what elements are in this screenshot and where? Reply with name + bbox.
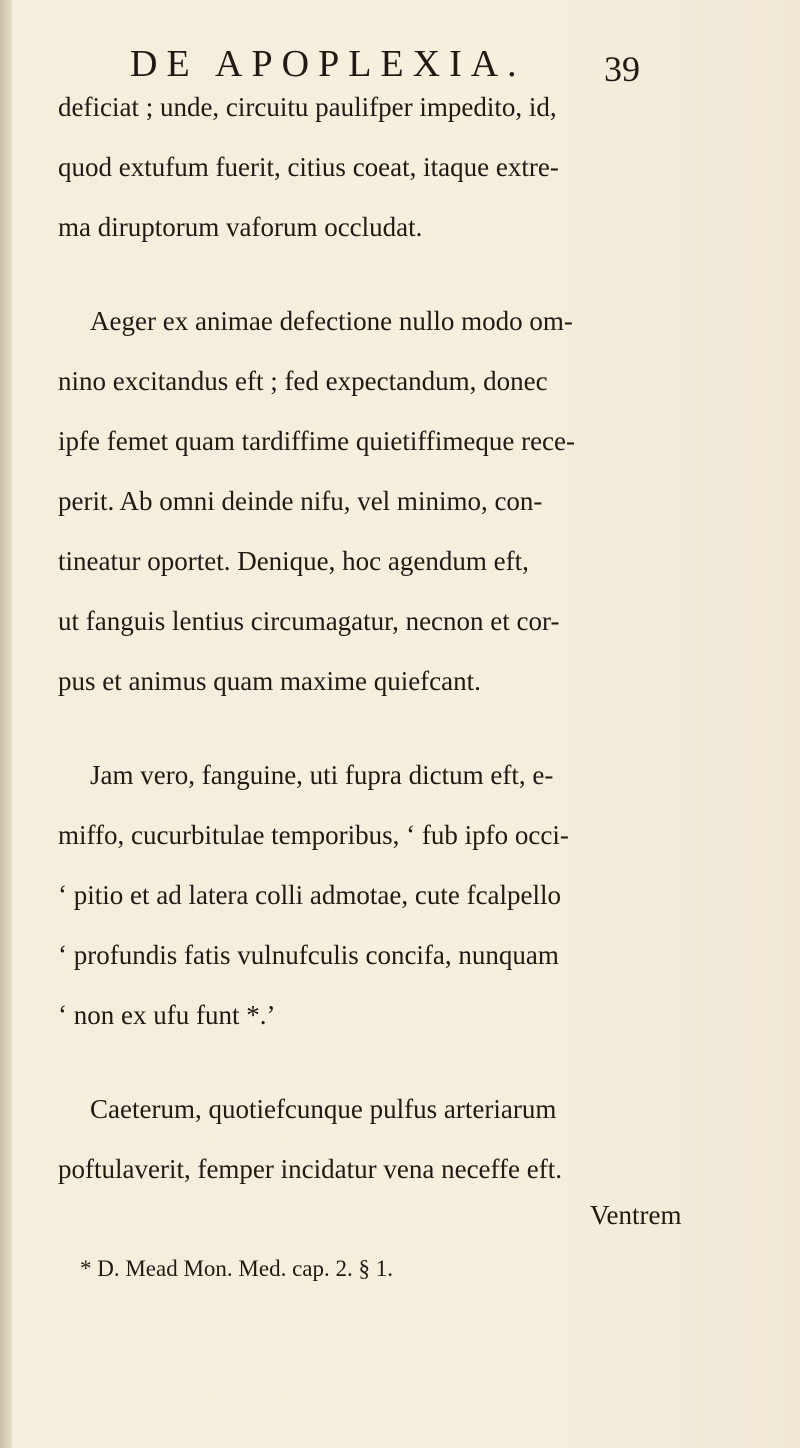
- text-line: ‘ pitio et ad latera colli admotae, cute fcalpello: [58, 880, 562, 910]
- text-line: quod extufum fuerit, citius coeat, itaque extre-: [58, 152, 559, 182]
- text-line: ma diruptorum vaforum occludat.: [58, 212, 423, 242]
- text-line: ‘ profundis fatis vulnufculis concifa, nunquam: [58, 940, 559, 970]
- text-line: ipfe femet quam tardiffime quietiffimeque rece-: [58, 426, 576, 456]
- text-line: ut fanguis lentius circumagatur, necnon et cor-: [58, 606, 560, 636]
- text-line: pus et animus quam maxime quiefcant.: [58, 666, 481, 696]
- text-line: Aeger ex animae defectione nullo modo om-: [90, 306, 573, 336]
- text-line: miffo, cucurbitulae temporibus, ‘ fub ipfo occi-: [58, 820, 569, 850]
- text-line: nino excitandus eft ; fed expectandum, donec: [58, 366, 548, 396]
- binding-gutter: [0, 0, 12, 1448]
- text-line: Caeterum, quotiefcunque pulfus arteriarum: [90, 1094, 557, 1124]
- text-line: poftulaverit, femper incidatur vena neceffe eft.: [58, 1154, 562, 1184]
- text-line: ‘ non ex ufu funt *.’: [58, 1000, 276, 1030]
- text-line: perit. Ab omni deinde nifu, vel minimo, con-: [58, 486, 543, 516]
- text-line: Jam vero, fanguine, uti fupra dictum eft, e-: [90, 760, 554, 790]
- page-number: 39: [604, 49, 640, 89]
- text-line: deficiat ; unde, circuitu paulifper impedito, id,: [58, 92, 557, 122]
- running-header: DE APOPLEXIA.: [130, 43, 526, 85]
- footnote: * D. Mead Mon. Med. cap. 2. § 1.: [80, 1256, 394, 1281]
- catchword: Ventrem: [590, 1200, 682, 1230]
- text-line: tineatur oportet. Denique, hoc agendum eft,: [58, 546, 529, 576]
